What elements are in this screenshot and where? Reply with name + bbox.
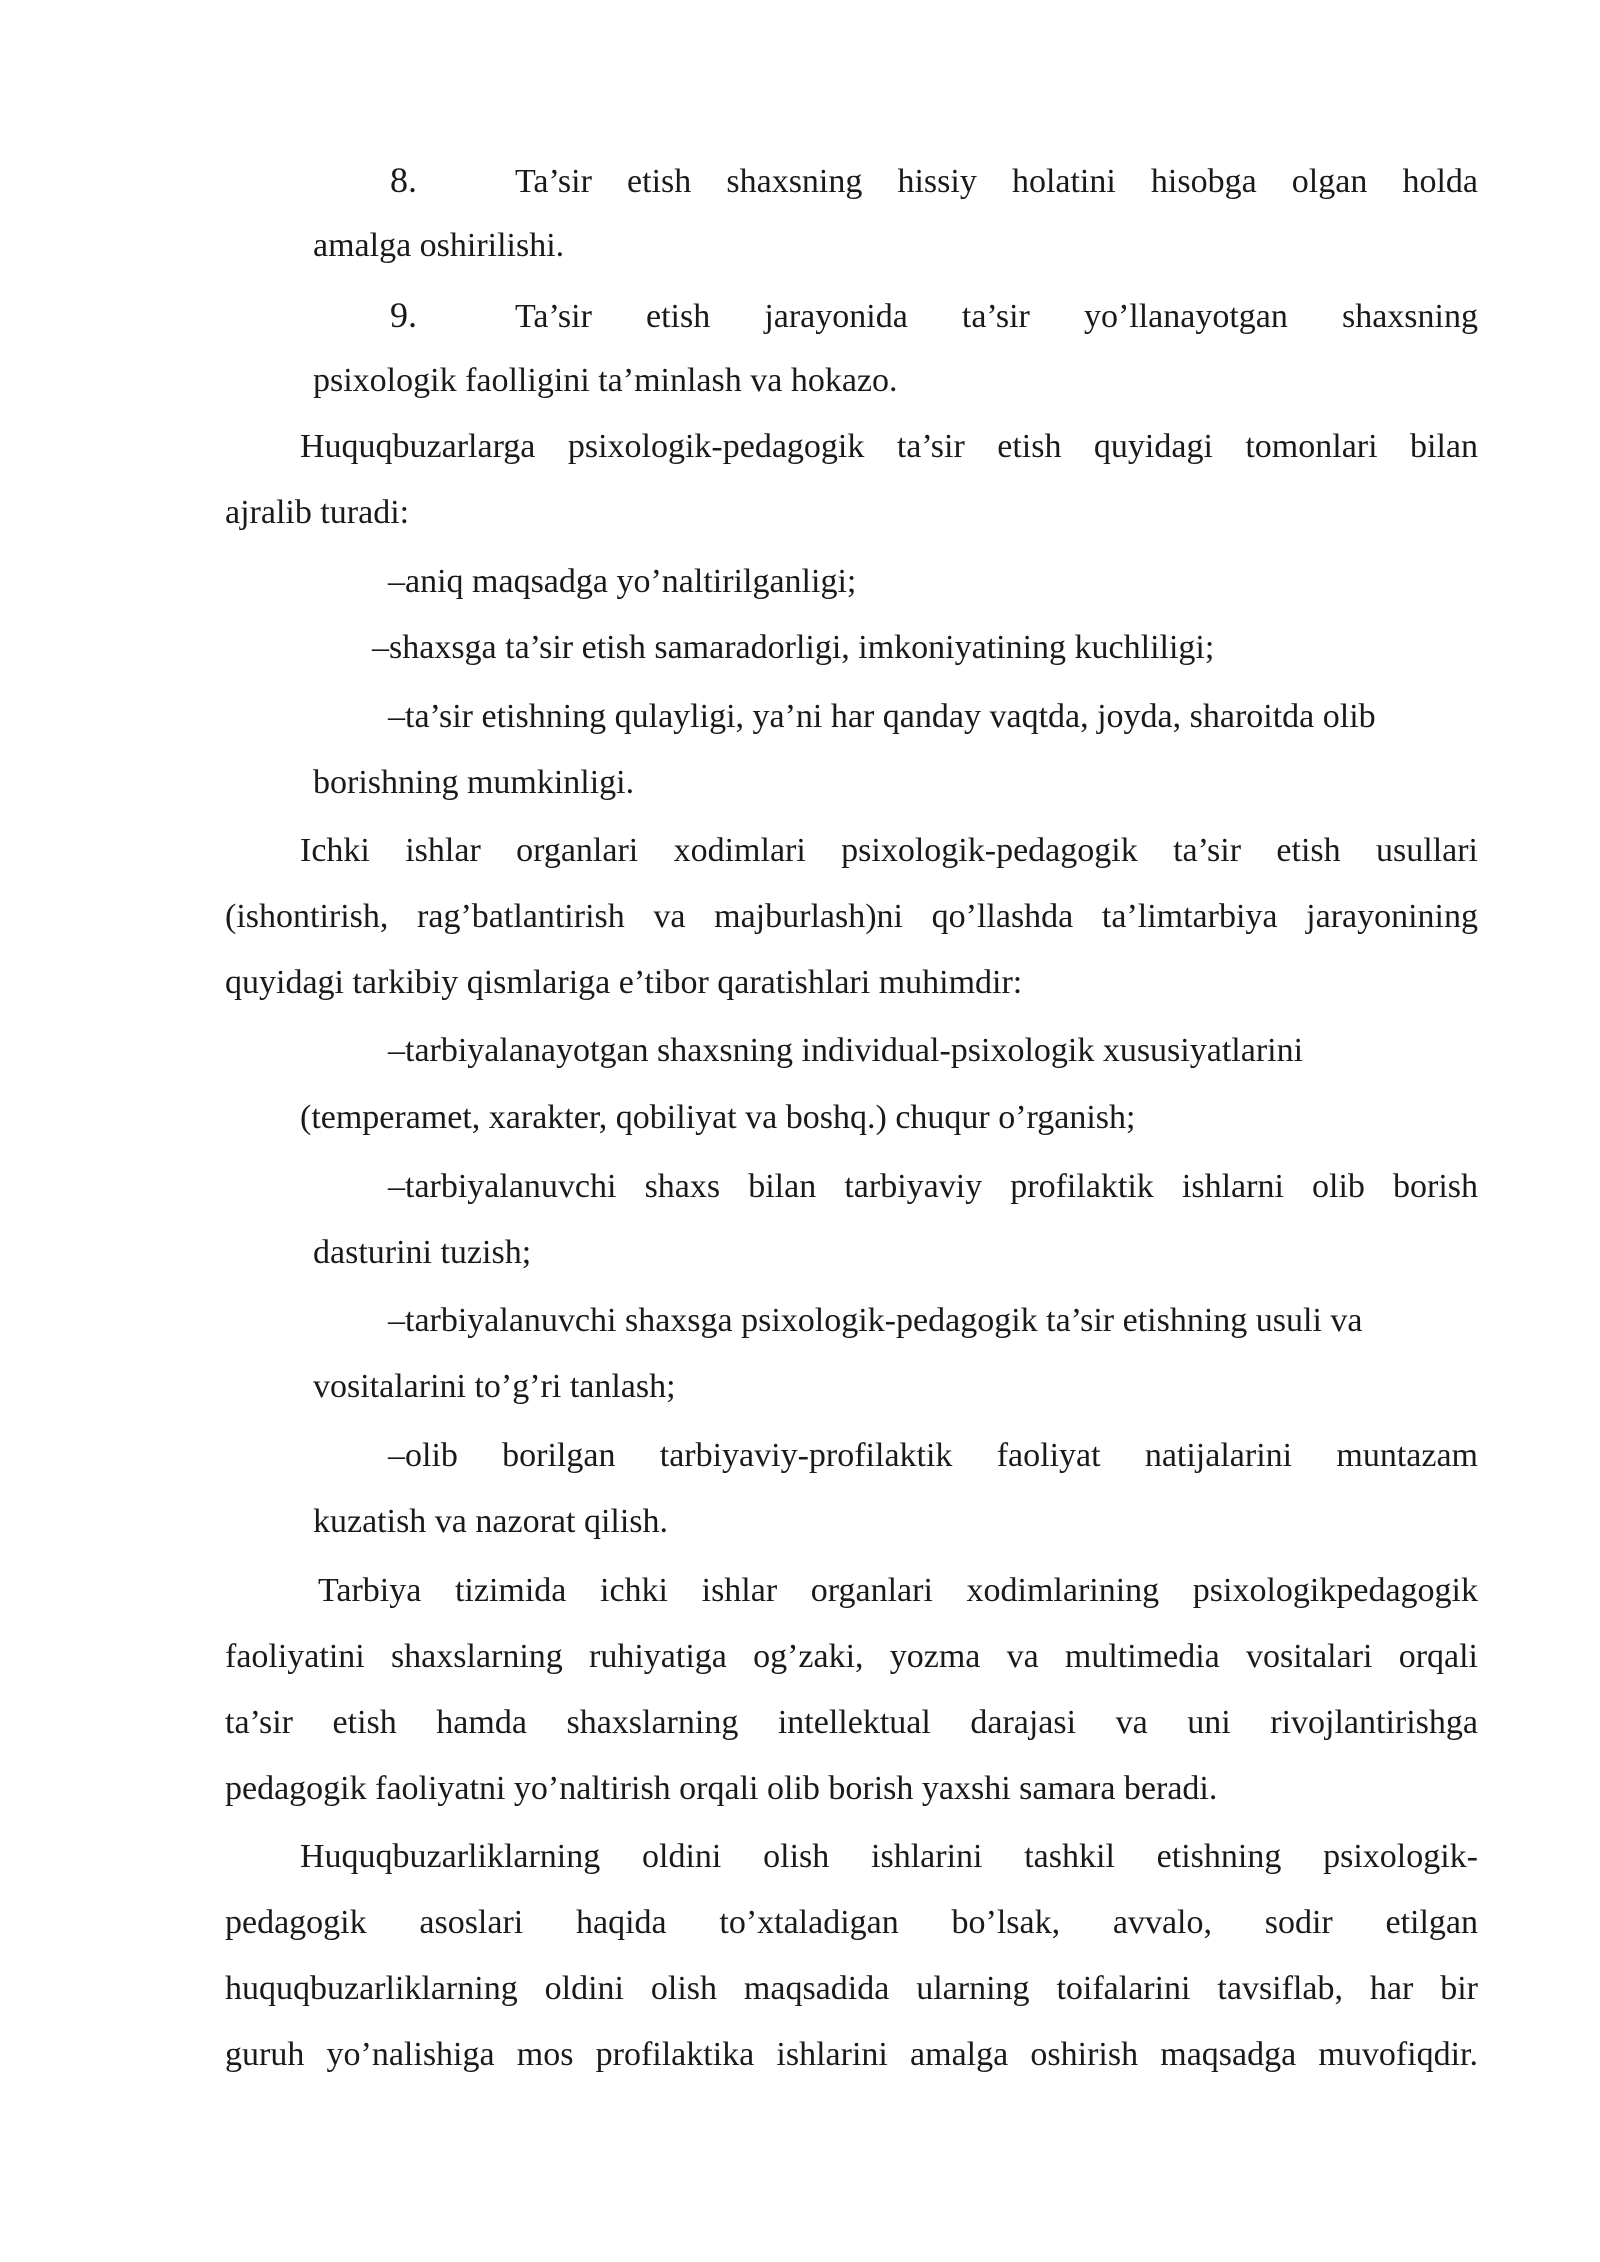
bullet-item: –ta’sir etishning qulayligi, ya’ni har qanday vaqtda, joyda, sharoitda olib (388, 698, 1376, 735)
list-number: 8. (390, 160, 417, 200)
bullet-item: –aniq maqsadga yo’naltirilganligi; (388, 563, 857, 600)
dash-mark: – (388, 698, 405, 735)
list-number: 9. (390, 295, 417, 335)
paragraph-4-line: huquqbuzarliklarning oldini olish maqsadida ularning toifalarini tavsiflab, har bir (225, 1970, 1478, 2007)
dash-mark: – (372, 629, 389, 666)
bullet-item: –tarbiyalanuvchi shaxsga psixologik-pedagogik ta’sir etishning usuli va (388, 1302, 1363, 1339)
paragraph-3-line: faoliyatini shaxslarning ruhiyatiga og’zaki, yozma va multimedia vositalari orqali (225, 1638, 1478, 1675)
bullet-item: –olib borilgan tarbiyaviy-profilaktik faoliyat natijalarini muntazam (388, 1437, 1478, 1474)
bullet-item: –tarbiyalanuvchi shaxs bilan tarbiyaviy profilaktik ishlarni olib borish (388, 1168, 1478, 1205)
paragraph-2-line: (ishontirish, rag’batlantirish va majburlash)ni qo’llashda ta’limtarbiya jarayonining (225, 898, 1478, 935)
dash-mark: – (388, 1302, 405, 1339)
paragraph-2-line: quyidagi tarkibiy qismlariga e’tibor qaratishlari muhimdir: (225, 964, 1023, 1001)
bullet-item: –tarbiyalanayotgan shaxsning individual-psixologik xususiyatlarini (388, 1032, 1304, 1069)
paragraph-3-line: ta’sir etish hamda shaxslarning intellektual darajasi va uni rivojlantirishga (225, 1704, 1478, 1741)
paragraph-3-line: pedagogik faoliyatni yo’naltirish orqali olib borish yaxshi samara beradi. (225, 1770, 1218, 1807)
bullet-item-continuation: kuzatish va nazorat qilish. (313, 1503, 669, 1540)
paragraph-3-line: Tarbiya tizimida ichki ishlar organlari xodimlarining psixologikpedagogik (318, 1572, 1478, 1609)
dash-mark: – (388, 1032, 405, 1069)
list-item-8-continuation: amalga oshirilishi. (313, 227, 565, 264)
list-item-9 (390, 295, 1478, 337)
bullet-item-continuation: vositalarini to’g’ri tanlash; (313, 1368, 676, 1405)
dash-mark: – (388, 1168, 405, 1205)
list-item-text: Ta’sir etish shaxsning hissiy holatini hisobga olgan holda (515, 163, 1478, 200)
paragraph-4-line: pedagogik asoslari haqida to’xtaladigan bo’lsak, avvalo, sodir etilgan (225, 1904, 1478, 1941)
paragraph-4-line: guruh yo’nalishiga mos profilaktika ishlarini amalga oshirish maqsadga muvofiqdir. (225, 2036, 1478, 2073)
bullet-item: –shaxsga ta’sir etish samaradorligi, imkoniyatining kuchliligi; (372, 629, 1215, 666)
bullet-item-continuation: borishning mumkinligi. (313, 764, 635, 801)
list-item-text: Ta’sir etish jarayonida ta’sir yo’llanayotgan shaxsning (515, 298, 1478, 335)
dash-mark: – (388, 1437, 405, 1474)
list-item-9-continuation: psixologik faolligini ta’minlash va hokazo. (313, 362, 898, 399)
dash-mark: – (388, 563, 405, 600)
paragraph-4-line: Huquqbuzarliklarning oldini olish ishlarini tashkil etishning psixologik- (300, 1838, 1478, 1875)
bullet-item-continuation: (temperamet, xarakter, qobiliyat va boshq.) chuqur o’rganish; (300, 1099, 1136, 1136)
paragraph-2-line: Ichki ishlar organlari xodimlari psixologik-pedagogik ta’sir etish usullari (300, 832, 1478, 869)
bullet-item-continuation: dasturini tuzish; (313, 1234, 532, 1271)
paragraph-1-line: ajralib turadi: (225, 494, 410, 531)
list-item-8 (390, 160, 1478, 202)
paragraph-1-line: Huquqbuzarlarga psixologik-pedagogik ta’sir etish quyidagi tomonlari bilan (300, 428, 1478, 465)
